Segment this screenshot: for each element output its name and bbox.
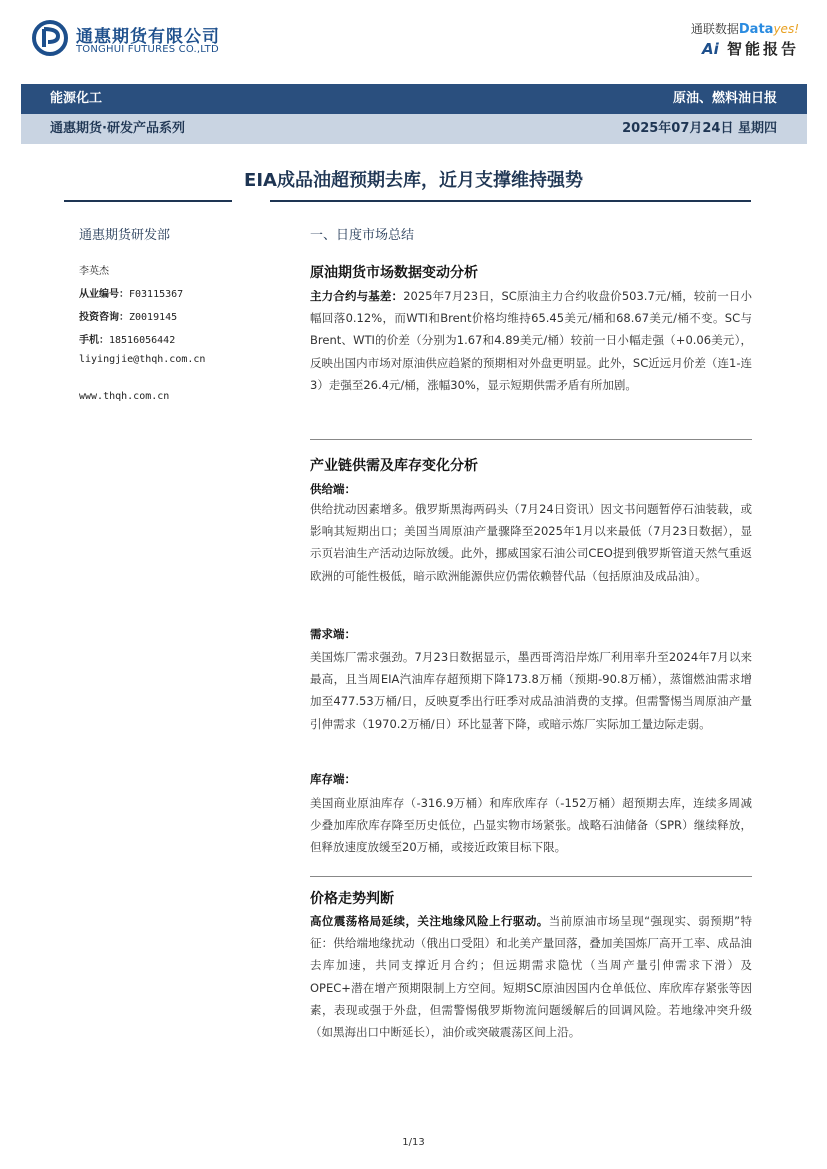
supply-text: 供给扰动因素增多。俄罗斯黑海两码头（7月24日资讯）因文书问题暂停石油装载，或影响其短期出口；美国当周原油产量骤降至2025年1月以来最低（7月23日数据），显示页岩油生产活动边际放缓。此外，挪威国家石油公司CEO提到俄罗斯管道天然气重返欧洲的可能性极低，暗示欧洲能源供应仍需依赖替代品（包括原油及成品油）。 (310, 502, 752, 583)
demand-label: 需求端： (310, 627, 356, 641)
price-lead: 高位震荡格局延续，关注地缘风险上行驱动。 (310, 914, 549, 928)
header-band-bottom (21, 114, 807, 144)
price-text: 当前原油市场呈现“强现实、弱预期”特征：供给端地缘扰动（俄出口受阻）和北美产量回落，叠加美国炼厂高开工率、成品油去库加速，共同支撑近月合约；但远期需求隐忧（当周产量引伸需求下滑）及OPEC+潜在增产预期限制上方空间。短期SC原油因国内仓单低位、库欣库存紧张等因素，表现或强于外盘，但需警惕俄罗斯物流问题缓解后的回调风险。若地缘冲突升级（如黑海出口中断延长），油价或突破震荡区间上沿。 (310, 914, 753, 1040)
datayes-brand (691, 20, 799, 37)
ai-logo-text: Ai (701, 40, 719, 58)
supply-demand-heading: 产业链供需及库存变化分析 (310, 458, 478, 474)
advisory-line (79, 308, 177, 323)
futures-paragraph (310, 285, 752, 396)
license-number: F03115367 (129, 289, 184, 300)
supply-paragraph (310, 498, 752, 587)
inventory-label: 库存端： (310, 772, 356, 786)
license-label: 从业编号： (79, 289, 129, 300)
futures-heading: 原油期货市场数据变动分析 (310, 265, 478, 281)
datayes-prefix: 通联数据 (690, 22, 739, 36)
section-divider (310, 439, 752, 440)
futures-text: 2025年7月23日，SC原油主力合约收盘价503.7元/桶，较前一日小幅回落0.12%，而WTI和Brent价格均维持65.45美元/桶和68.67美元/桶不变。SC与Brent、WTI的价差（分别为1.67和4.89美元/桶）较前一日小幅走强（+0.06美元），反映出国内市场对原油供应趋紧的预期相对外盘更明显。此外，SC近远月价差（连1-连3）走强至26.4元/桶，涨幅30%，显示短期供需矛盾有所加剧。 (310, 289, 753, 392)
ai-report-brand (702, 38, 799, 59)
inventory-text: 美国商业原油库存（-316.9万桶）和库欣库存（-152万桶）超预期去库，连续多周减少叠加库欣库存降至历史低位，凸显实物市场紧张。战略石油储备（SPR）继续释放，但释放速度放缓至20万桶，或接近政策目标下限。 (310, 796, 752, 855)
series-label: 通惠期货·研发产品系列 (50, 121, 185, 136)
supply-label: 供给端： (310, 482, 356, 496)
report-date: 2025年07月24日 星期四 (622, 121, 777, 136)
report-title: EIA成品油超预期去库，近月支撑维持强势 (244, 170, 583, 191)
research-department: 通惠期货研发部 (79, 228, 171, 243)
phone-line (79, 331, 175, 346)
advisory-label: 投资咨询： (79, 312, 129, 323)
futures-lead: 主力合约与基差： (310, 289, 404, 303)
header-band-top (21, 84, 807, 114)
advisory-number: Z0019145 (129, 312, 178, 323)
price-paragraph (310, 910, 752, 1043)
company-logo-icon (32, 20, 68, 56)
website-link[interactable]: www.thqh.com.cn (79, 391, 170, 402)
section-daily-summary: 一、日度市场总结 (310, 228, 415, 243)
datayes-yes: yes! (773, 22, 799, 36)
demand-text: 美国炼厂需求强劲。7月23日数据显示，墨西哥湾沿岸炼厂利用率升至2024年7月以来最高，且当周EIA汽油库存超预期下降173.8万桶（预期-90.8万桶），蒸馏燃油需求增加至477.53万桶/日，反映夏季出行旺季对成品油消费的支撑。但需警惕当周原油产量引伸需求（1970.2万桶/日）环比显著下降，或暗示炼厂实际加工量边际走弱。 (310, 650, 752, 731)
phone-label: 手机： (79, 335, 109, 346)
phone-number: 18516056442 (109, 335, 176, 346)
inventory-paragraph (310, 792, 752, 859)
company-name-en: TONGHUI FUTURES CO.,LTD (76, 44, 219, 55)
price-heading: 价格走势判断 (310, 891, 394, 907)
email-link[interactable]: liyingjie@thqh.com.cn (79, 354, 206, 365)
demand-paragraph (310, 646, 752, 735)
report-type-label: 原油、燃料油日报 (672, 91, 777, 106)
datayes-data: Data (738, 22, 774, 37)
license-line (79, 285, 183, 300)
analyst-name: 李英杰 (79, 266, 109, 277)
page-number: 1/13 (402, 1137, 425, 1148)
company-name-cn: 通惠期货有限公司 (76, 27, 220, 47)
ai-report-label: 智能报告 (726, 40, 799, 58)
section-divider (310, 876, 752, 877)
title-divider-left (64, 200, 232, 202)
sector-label: 能源化工 (50, 91, 103, 106)
title-divider-right (270, 200, 751, 202)
